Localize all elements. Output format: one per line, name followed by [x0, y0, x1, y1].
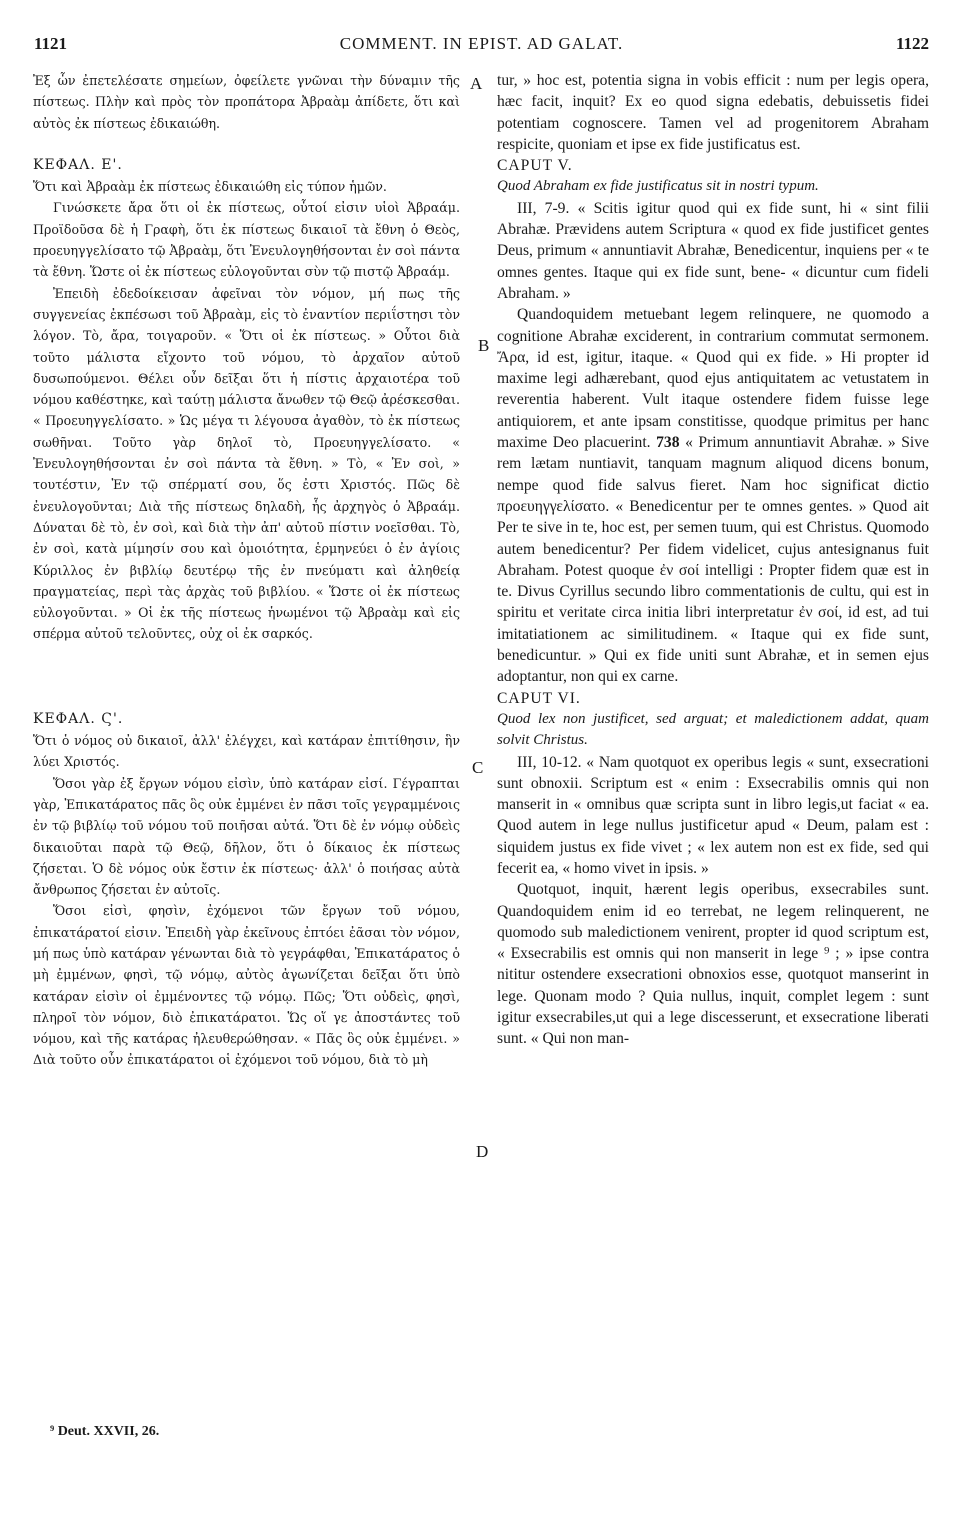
greek-chapter-5-heading: ΚΕΦΑΛ. Ε'. [33, 156, 123, 173]
latin-chapter-6-argument: Quod lex non justificet, sed arguat; et maledictionem addat, quam solvit Christus. [497, 710, 929, 749]
footnote: ⁹ Deut. XXVII, 26. [50, 1424, 160, 1439]
latin-chapter-6-heading: CAPUT VI. [497, 689, 581, 707]
latin-chapter-5-argument: Quod Abraham ex fide justificatus sit in nostri typum. [497, 178, 819, 195]
latin-intro-paragraph: tur, » hoc est, potentia signa in vobis efficit : num per legis opera, hæc facit, inquit? Ex eo quod signa edebatis, debuissetis fidei potentiam cognoscere. Tamen vel ad progenitorem Abraham respicite, quoniam et ipse ex fide justificatus est. [497, 72, 929, 153]
latin-chapter-5-paragraph-2-part-b: « Primum annuntiavit Abrahæ. » Sive rem lætam nuntiavit, tanquam magnum aliquod dicens bonum, nempe quod fide salvus fieret. Nam hoc significat dictio προευηγγελίσατο. « Benedicentur per te omnes gentes. » Quod ait Per te sive in te, hoc est, per semen tuum, qui est Christus. Quomodo autem benedicentur? Per fidem videlicet, cujus antesignanus fuit Abraham. Potest quoque ἐν σοί intelligi : Propter fidem quæ est in te. Divus Cyrillus secundo libro commentationis de cultu, qui est in spiritu et veritate circa initia libri interpretatur ἐν σοί, id est, ad tui imitatiationem ac similitudinem. « Itaque qui ex fide sunt, benedicuntur. » Qui ex fide uniti sunt Abrahæ, et in semen ejus adoptantur, non qui ex carne. [497, 434, 929, 686]
running-header [34, 34, 929, 62]
latin-chapter-5-paragraph-1: III, 7-9. « Scitis igitur quod qui ex fide sunt, hi « sint filii Abrahæ. Prævidens autem Scriptura « quod ex fide justificet gentes Deus, primum « annuntiavit Abrahæ, Benedicentur, inquiens per « te omnes gentes. Itaque qui ex fide sunt, bene- « dicuntur cum fideli Abraham. » [497, 199, 929, 302]
greek-chapter-6-heading: ΚΕΦΑΛ. Ϛ'. [33, 710, 124, 727]
greek-chapter-6-paragraph-2: Ὅσοι εἰσὶ, φησὶν, ἐχόμενοι τῶν ἔργων τοῦ νόμου, ἐπικατάρατοί εἰσιν. Ἐπειδὴ γὰρ ἐκεῖνους ἐπτόει ἐᾶσαι τὸν νόμον, μή πως ὑπὸ κατάραν γένωνται διὰ τὸ γεγράφθαι, Ἐπικατάρατος ὁ μὴ ἐμμένων, φησὶ, τῷ νόμῳ, αὐτὸς ἀγωνίζεται δεῖξαι ὅτι ὑπὸ κατάραν εἰσὶν οἱ ἐμμένοντες τῷ νόμῳ. Πῶς; Ὅτι οὐδεὶς, φησὶ, πληροῖ τὸν νόμον, διὸ ἐπικατάρατοι. Ὥς οἵ γε ἀποστάντες τοῦ νόμου, καὶ τῆς κατάρας ἠλευθερώθησαν. « Πᾶς ὃς οὐκ ἐμμένει. » Διὰ τοῦτο οὖν ἐπικατάρατοι οἱ ἐχόμενοι τοῦ νόμου, διὰ τὸ μὴ [33, 903, 460, 1068]
left-page-number: 1121 [34, 34, 68, 53]
right-page-number: 1122 [895, 34, 929, 53]
latin-chapter-5-heading: CAPUT V. [497, 157, 573, 175]
latin-chapter-5-paragraph-2 [497, 304, 929, 687]
latin-chapter-5-paragraph-2-part-a: Quandoquidem metuebant legem relinquere, ne quomodo a cognitione Abrahæ exciderent, in contrarium commutat sermonem. Ἄρα, id est, igitur, itaque. « Quod qui ex fide. » Hi propter id maxime legi adhærebant, quod ejus antiquitatem ac vetustatem in reverentia haberent. Vult itaque ostendere fidem fuisse lege antiquiorem, et ante ipsam constitisse, quodque primitus per hanc maxime Deo placuerint. [497, 306, 929, 452]
margin-letter-a: A [470, 74, 483, 93]
greek-intro-paragraph: Ἐξ ὧν ἐπετελέσατε σημείων, ὀφείλετε γνῶναι τὴν δύναμιν τῆς πίστεως. Πλὴν καὶ πρὸς τὸν προπάτορα Ἀβραὰμ ἀπίδετε, ὅτι καὶ αὐτὸς ἐκ πίστεως ἐδικαιώθη. [33, 73, 460, 131]
greek-column [33, 70, 460, 1071]
margin-letter-c: C [472, 758, 484, 777]
greek-chapter-6-paragraph-1: Ὅσοι γὰρ ἐξ ἔργων νόμου εἰσὶν, ὑπὸ κατάραν εἰσί. Γέγραπται γὰρ, Ἐπικατάρατος πᾶς ὃς οὐκ ἐμμένει ἐν πᾶσι τοῖς γεγραμμένοις ἐν τῷ βιβλίῳ τοῦ νόμου τοῦ ποιῆσαι αὐτά. Ὅτι δὲ ἐν νόμῳ οὐδεὶς δικαιοῦται παρὰ τῷ Θεῷ, δῆλον, ὅτι ὁ δίκαιος ἐκ πίστεως ζήσεται. Ὁ δὲ νόμος οὐκ ἔστιν ἐκ πίστεως· ἀλλ' ὁ ποιήσας αὐτὰ ἄνθρωπος ζήσεται ἐν αὐτοῖς. [33, 775, 460, 898]
latin-chapter-6-paragraph-1: III, 10-12. « Nam quotquot ex operibus legis « sunt, exsecrationi sunt obnoxii. Scriptum est « enim : Exsecrabilis omnis qui non manserit in « omnibus quæ scripta sunt in libro legis,ut faciat « ea. Quod autem in lege nullus justificetur apud « Deum, palam est : siquidem justus ex fide vivet ; « lex autem non est ex fide, sed qui fecerit ea, « homo vivet in ipsis. » [497, 753, 929, 877]
latin-column [497, 70, 929, 1050]
margin-letter-d: D [476, 1142, 489, 1161]
greek-chapter-5-paragraph-2: Ἐπειδὴ ἐδεδοίκεισαν ἀφεῖναι τὸν νόμον, μή πως τῆς συγγενείας ἐκπέσωσι τοῦ Ἀβραὰμ, εἰς τὸ ἐναντίον περιΐστησι τὸν λόγον. Τὸ, ἄρα, τοιγαροῦν. « Ὅτι οἱ ἐκ πίστεως. » Οὗτοι διὰ τοῦτο μάλιστα εἴχοντο τοῦ νόμου, τὸ ἀρχαῖον αὐτοῦ δυσωπούμενοι. Θέλει οὖν δεῖξαι ὅτι ἡ πίστις ἀρχαιοτέρα τοῦ νόμου καθέστηκε, καὶ ταύτῃ μάλιστα ἄνωθεν τῷ Θεῷ ἀρέσκεσθαι. « Προευηγγελίσατο. » Ὡς μέγα τι λέγουσα ἀγαθὸν, τὸ ἐκ πίστεως σωθῆναι. Τοῦτο γὰρ δηλοῖ τὸ, Προευηγγελίσατο. « Ἐνευλογηθήσονται ἐν σοὶ πάντα τὰ ἔθνη. » Τὸ, « Ἐν σοὶ, » τουτέστιν, Ἐν τῷ σπέρματί σου, ὅς ἐστι Χριστός. Πῶς δὲ ἐνευλογοῦνται; Διὰ τῆς πίστεως δηλαδὴ, ἧς ἀρχηγὸς ὁ Ἀβραάμ. Δύναται δὲ τὸ, ἐν σοὶ, καὶ διὰ τὴν ἀπ' αὐτοῦ πίστιν νοεῖσθαι. Τὸ, ἐν σοὶ, κατὰ μίμησίν σου καὶ ὁμοιότητα, ἑρμηνεύει ὁ ἐν ἁγίοις Κύριλλος ἐν βιβλίῳ δευτέρῳ τῆς ἐν πνεύματι καὶ ἀληθείᾳ πραγματείας, περὶ τὰς ἀρχὰς τοῦ βιβλίου. « Ὥστε οἱ ἐκ πίστεως εὐλογοῦνται. » Οἱ ἐκ τῆς πίστεως ἡνωμένοι τῷ Ἀβραὰμ καὶ εἰς σπέρμα αὐτοῦ τελοῦντες, οὐχ οἱ ἐκ σαρκός. [33, 285, 460, 642]
greek-chapter-5-paragraph-1: Γινώσκετε ἄρα ὅτι οἱ ἐκ πίστεως, οὗτοί εἰσιν υἱοὶ Ἀβραάμ. Προϊδοῦσα δὲ ἡ Γραφὴ, ὅτι ἐκ πίστεως δικαιοῖ τὰ ἔθνη ὁ Θεὸς, προευηγγελίσατο τῷ Ἀβραὰμ, ὅτι Ἐνευλογηθήσονται ἐν σοὶ πάντα τὰ ἔθνη. Ὥστε οἱ ἐκ πίστεως εὐλογοῦνται σὺν τῷ πιστῷ Ἀβραάμ. [33, 200, 460, 280]
greek-chapter-6-argument: Ὅτι ὁ νόμος οὐ δικαιοῖ, ἀλλ' ἐλέγχει, καὶ κατάραν ἐπιτίθησιν, ἣν λύει Χριστός. [33, 733, 460, 770]
column-marker: 738 [656, 434, 680, 452]
margin-letter-b: B [478, 336, 490, 355]
greek-chapter-5-argument: Ὅτι καὶ Ἀβραὰμ ἐκ πίστεως ἐδικαιώθη εἰς τύπον ἡμῶν. [33, 179, 387, 195]
latin-chapter-6-paragraph-2: Quotquot, inquit, hærent legis operibus, exsecrabiles sunt. Quandoquidem enim id eo terrebat, ne legem relinquerent, ne quomodo sub maledictionem venirent, propter id quod scriptum est, « Exsecrabilis est omnis qui non manserit in lege ⁹ ; » ipse contra nititur ostendere exsecrationi obnoxios esse, quotquot manserint in lege. Quonam modo ? Quia nullus, inquit, complet legem : sunt igitur exsecrabiles,ut qui a lege discesserunt, et exsecratione liberati sunt. « Qui non man- [497, 881, 929, 1048]
running-title: COMMENT. IN EPIST. AD GALAT. [339, 34, 624, 53]
